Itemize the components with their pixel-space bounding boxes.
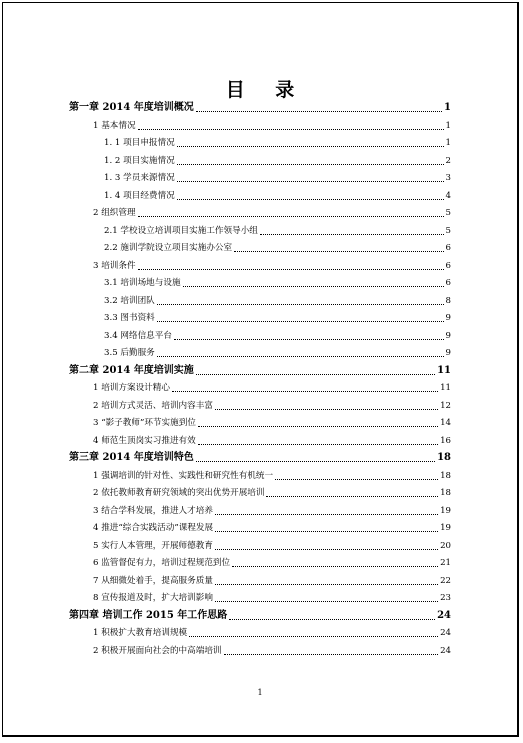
toc-entry-label: 3 “影子教师”环节实施到位 (93, 418, 196, 428)
toc-entry-label: 1. 2 项目实施情况 (104, 155, 175, 166)
toc-section-entry[interactable] (93, 381, 451, 395)
toc-title: 目 录 (225, 79, 307, 101)
toc-dot-leader (157, 355, 444, 357)
toc-dot-leader (266, 495, 438, 497)
toc-dot-leader (138, 268, 444, 270)
toc-section-entry[interactable] (93, 556, 451, 570)
toc-entry-page: 9 (445, 313, 451, 323)
toc-entry-page: 6 (445, 260, 451, 271)
toc-entry-label: 第三章 2014 年度培训特色 (69, 452, 194, 463)
toc-entry-page: 18 (440, 470, 451, 481)
toc-entry-page: 1 (445, 138, 451, 148)
toc-entry-label: 4 师范生顶岗实习推进有效 (93, 435, 196, 446)
toc-entry-label: 7 从细微处着手，提高服务质量 (93, 575, 213, 586)
toc-dot-leader (229, 618, 435, 620)
toc-entry-label: 1. 3 学员来源情况 (104, 173, 175, 183)
toc-dot-leader (177, 145, 444, 147)
toc-entry-label: 3.3 图书资料 (104, 313, 155, 323)
page-number: 1 (257, 688, 263, 697)
toc-entry-page: 18 (437, 452, 451, 463)
toc-section-entry[interactable] (93, 504, 451, 518)
toc-entry-page: 3 (445, 173, 451, 183)
toc-dot-leader (174, 338, 444, 340)
toc-section-entry[interactable] (104, 294, 451, 308)
toc-dot-leader (189, 635, 438, 637)
toc-entry-page: 24 (440, 645, 451, 656)
toc-entry-page: 2 (445, 155, 451, 166)
toc-entry-label: 2.1 学校设立培训项目实施工作领导小组 (104, 225, 258, 236)
toc-entry-page: 6 (445, 243, 451, 253)
toc-dot-leader (177, 163, 444, 165)
toc-entry-page: 4 (445, 190, 451, 201)
toc-entry-label: 第一章 2014 年度培训概况 (69, 102, 194, 113)
toc-section-entry[interactable] (93, 119, 451, 133)
toc-entry-page: 11 (437, 364, 451, 376)
toc-dot-leader (138, 128, 444, 130)
toc-entry-label: 2 依托教师教育研究领域的突出优势开展培训 (93, 488, 265, 498)
toc-section-entry[interactable] (93, 539, 451, 553)
toc-entry-label: 第四章 培训工作 2015 年工作思路 (69, 609, 228, 621)
toc-section-entry[interactable] (104, 136, 451, 150)
toc-dot-leader (157, 320, 444, 322)
toc-entry-label: 2 培训方式灵活、培训内容丰富 (93, 400, 213, 411)
toc-dot-leader (138, 215, 444, 217)
toc-dot-leader (232, 565, 438, 567)
toc-section-entry[interactable] (104, 276, 451, 290)
toc-section-entry[interactable] (104, 224, 451, 238)
toc-dot-leader (215, 513, 438, 515)
toc-entry-label: 5 实行人本管理，开展师德教育 (93, 540, 213, 551)
toc-entry-label: 6 监管督促有力，培训过程规范到位 (93, 558, 231, 568)
toc-entry-label: 第二章 2014 年度培训实施 (69, 364, 194, 376)
toc-entry-page: 6 (445, 278, 451, 288)
toc-entry-page: 24 (437, 609, 451, 621)
toc-entry-label: 2 积极开展面向社会的中高端培训 (93, 645, 222, 656)
toc-entry-page: 22 (440, 575, 451, 586)
toc-entry-label: 1. 4 项目经费情况 (104, 190, 175, 201)
toc-dot-leader (275, 478, 438, 480)
toc-section-entry[interactable] (93, 399, 451, 413)
toc-entry-label: 4 推进“综合实践活动”课程发展 (93, 523, 214, 533)
toc-dot-leader (157, 303, 444, 305)
toc-entry-label: 1. 1 项目申报情况 (104, 138, 175, 148)
toc-dot-leader (234, 250, 443, 252)
toc-entry-page: 14 (440, 418, 451, 428)
toc-chapter-entry[interactable] (69, 364, 451, 378)
toc-entry-page: 1 (445, 120, 451, 131)
toc-entry-page: 1 (444, 102, 451, 113)
toc-section-entry[interactable] (93, 434, 451, 448)
toc-entry-label: 8 宣传报道及时，扩大培训影响 (93, 593, 213, 603)
toc-entry-label: 3.1 培训场地与设施 (104, 278, 181, 288)
toc-section-entry[interactable] (93, 259, 451, 273)
toc-section-entry[interactable] (93, 206, 451, 220)
toc-entry-page: 19 (440, 505, 451, 516)
toc-entry-label: 3 培训条件 (93, 260, 136, 271)
toc-section-entry[interactable] (93, 416, 451, 430)
toc-entry-page: 11 (440, 383, 451, 393)
toc-entry-page: 18 (440, 488, 451, 498)
toc-section-entry[interactable] (104, 189, 451, 203)
toc-section-entry[interactable] (93, 626, 451, 640)
toc-entry-label: 3.2 培训团队 (104, 295, 155, 306)
toc-section-entry[interactable] (104, 346, 451, 360)
toc-chapter-entry[interactable] (69, 451, 451, 465)
toc-section-entry[interactable] (104, 171, 451, 185)
toc-entry-page: 5 (445, 208, 451, 218)
document-page (2, 2, 519, 737)
toc-section-entry[interactable] (93, 591, 451, 605)
toc-dot-leader (172, 390, 438, 392)
toc-dot-leader (215, 408, 438, 410)
toc-entry-label: 1 培训方案设计精心 (93, 383, 170, 393)
toc-section-entry[interactable] (104, 329, 451, 343)
toc-dot-leader (215, 530, 438, 532)
toc-section-entry[interactable] (104, 154, 451, 168)
toc-dot-leader (224, 653, 439, 655)
toc-entry-label: 3.5 后勤服务 (104, 348, 155, 358)
toc-entry-label: 1 强调培训的针对性、实践性和研究性有机统一 (93, 470, 274, 481)
toc-entry-page: 16 (440, 435, 451, 446)
toc-entry-label: 2 组织管理 (93, 208, 136, 218)
toc-entry-label: 1 积极扩大教育培训规模 (93, 628, 188, 638)
toc-dot-leader (177, 180, 444, 182)
toc-dot-leader (196, 110, 442, 112)
toc-entry-page: 24 (440, 628, 451, 638)
toc-dot-leader (183, 285, 444, 287)
toc-dot-leader (177, 198, 444, 200)
toc-dot-leader (215, 600, 438, 602)
toc-section-entry[interactable] (93, 486, 451, 500)
toc-section-entry[interactable] (93, 644, 451, 658)
toc-dot-leader (215, 583, 438, 585)
toc-entry-label: 1 基本情况 (93, 120, 136, 131)
toc-entry-page: 9 (445, 330, 451, 341)
toc-entry-page: 8 (445, 295, 451, 306)
toc-dot-leader (196, 373, 435, 375)
toc-section-entry[interactable] (93, 521, 451, 535)
toc-dot-leader (260, 233, 444, 235)
toc-section-entry[interactable] (104, 241, 451, 255)
toc-entry-page: 9 (445, 348, 451, 358)
toc-entry-page: 20 (440, 540, 451, 551)
toc-dot-leader (196, 460, 435, 462)
toc-entry-page: 5 (445, 225, 451, 236)
toc-section-entry[interactable] (104, 311, 451, 325)
toc-chapter-entry[interactable] (69, 609, 451, 623)
toc-entry-label: 3.4 网络信息平台 (104, 330, 172, 341)
toc-section-entry[interactable] (93, 574, 451, 588)
toc-dot-leader (215, 548, 438, 550)
toc-entry-page: 19 (440, 523, 451, 533)
toc-entry-page: 12 (440, 400, 451, 411)
toc-entry-page: 21 (440, 558, 451, 568)
toc-chapter-entry[interactable] (69, 101, 451, 115)
toc-entry-page: 23 (440, 593, 451, 603)
toc-dot-leader (198, 425, 438, 427)
toc-entry-label: 2.2 施训学院设立项目实施办公室 (104, 243, 233, 253)
toc-entry-label: 3 结合学科发展，推进人才培养 (93, 505, 213, 516)
toc-dot-leader (198, 443, 438, 445)
toc-section-entry[interactable] (93, 469, 451, 483)
